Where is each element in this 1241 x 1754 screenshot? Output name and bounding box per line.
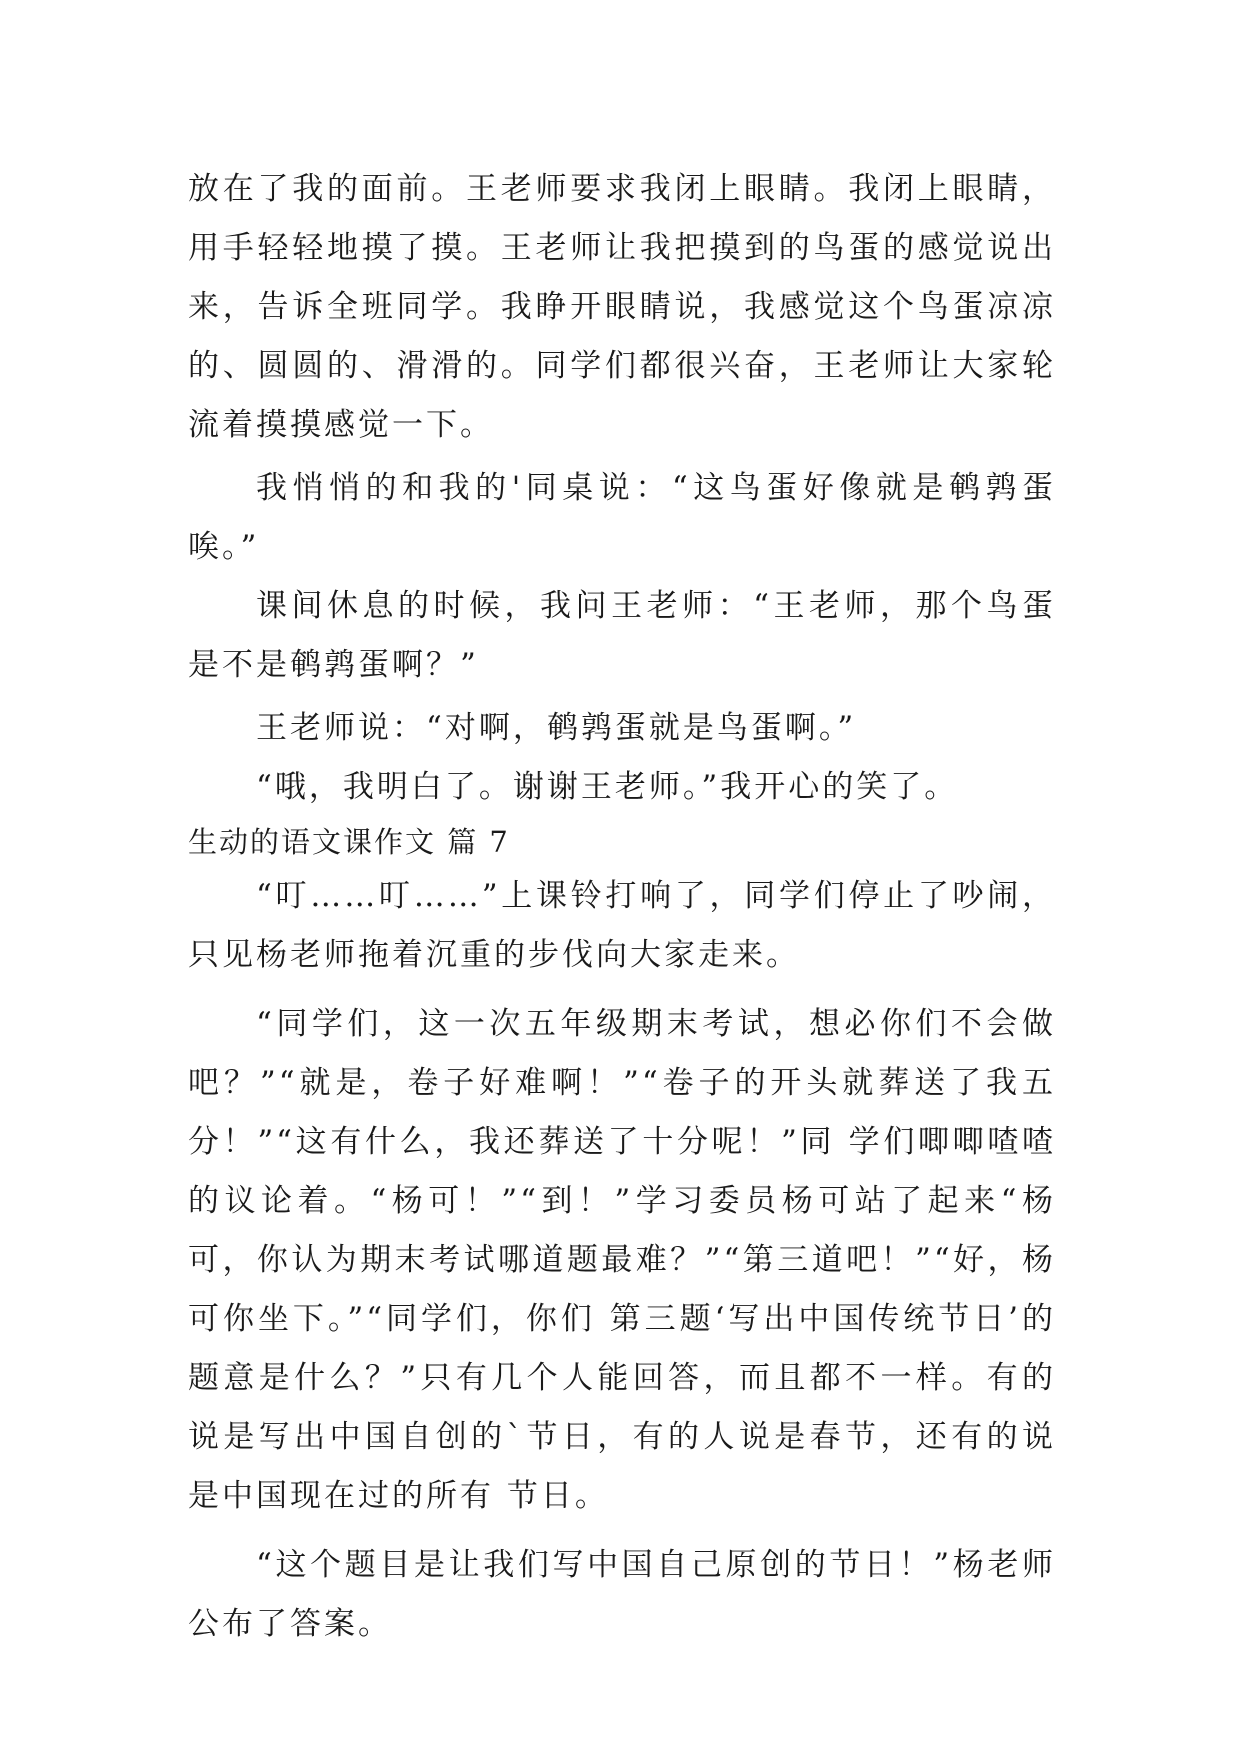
paragraph: 放在了我的面前。王老师要求我闭上眼睛。我闭上眼睛，用手轻轻地摸了摸。王老师让我把摸到的鸟蛋的感觉说出来，告诉全班同学。我睁开眼睛说，我感觉这个鸟蛋凉凉的、圆圆的、滑滑的。同学们都很兴奋，王老师让大家轮流着摸摸感觉一下。 <box>188 171 1056 443</box>
paragraph: “哦，我明白了。谢谢王老师。”我开心的笑了。 <box>256 769 959 805</box>
paragraph: “叮……叮……”上课铃打响了，同学们停止了吵闹，只见杨老师拖着沉重的步伐向大家走来。 <box>188 878 1056 973</box>
section-heading: 生动的语文课作文 篇 7 <box>188 825 510 859</box>
document-page <box>188 160 1056 1654</box>
paragraph: 我悄悄的和我的'同桌说：“这鸟蛋好像就是鹌鹑蛋唉。” <box>188 470 1056 565</box>
paragraph: 王老师说：“对啊，鹌鹑蛋就是鸟蛋啊。” <box>256 710 857 746</box>
paragraph: 课间休息的时候，我问王老师：“王老师，那个鸟蛋是不是鹌鹑蛋啊？” <box>188 588 1056 683</box>
paragraph: “同学们，这一次五年级期末考试，想必你们不会做吧？”“就是，卷子好难啊！”“卷子的开头就葬送了我五分！”“这有什么，我还葬送了十分呢！”同 学们唧唧喳喳的议论着。“杨可！”“到！”学习委员杨可站了起来“杨可，你认为期末考试哪道题最难？”“第三道吧！”“好，杨可你坐下。”“同学们，你们 第三题‘写出中国传统节日’的题意是什么？”只有几个人能回答，而且都不一样。有的说是写出中国自创的`节日，有的人说是春节，还有的说是中国现在过的所有 节日。 <box>188 1006 1056 1514</box>
paragraph: “这个题目是让我们写中国自己原创的节日！”杨老师公布了答案。 <box>188 1547 1056 1642</box>
